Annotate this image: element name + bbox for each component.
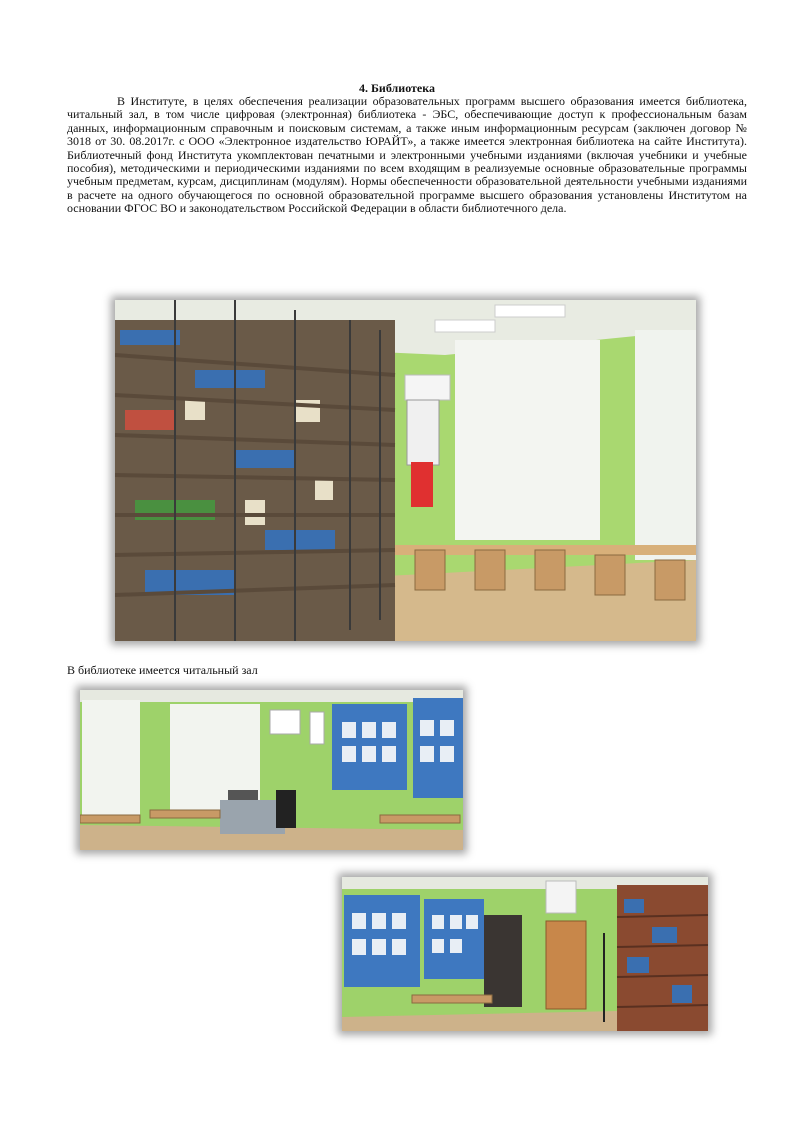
library-photo (115, 300, 696, 641)
body-paragraph: В Институте, в целях обеспечения реализации образовательных программ высшего образования имеется библиотека, читальный зал, в том числе цифровая (электронная) библиотека - ЭБС, обеспечивающие доступ к профессиональным базам данных, информационным справочным и поисковым системам, а также иным информационным ресурсам (заключен договор № 3018 от 30. 08.2017г. с ООО «Электронное издательство ЮРАЙТ», а также имеется электронная библиотека на сайте Института). Библиотечный фонд Института укомплектован печатными и электронными учебными изданиями (включая учебники и учебные пособия), методическими и периодическими изданиями по всем входящим в реализуемые основные образовательные программы учебным предметам, курсам, дисциплинам (модулям). Нормы обеспеченности образовательной деятельности учебными изданиями в расчете на одного обучающегося по основной образовательной программе высшего образования установлены Институтом на основании ФГОС ВО и законодательством Российской Федерации в области библиотечного дела. (67, 94, 747, 216)
library-corner-photo (342, 877, 708, 1031)
reading-hall-photo (80, 690, 463, 850)
section-heading: 4. Библиотека (359, 81, 435, 95)
photo-caption: В библиотеке имеется читальный зал (67, 663, 258, 677)
